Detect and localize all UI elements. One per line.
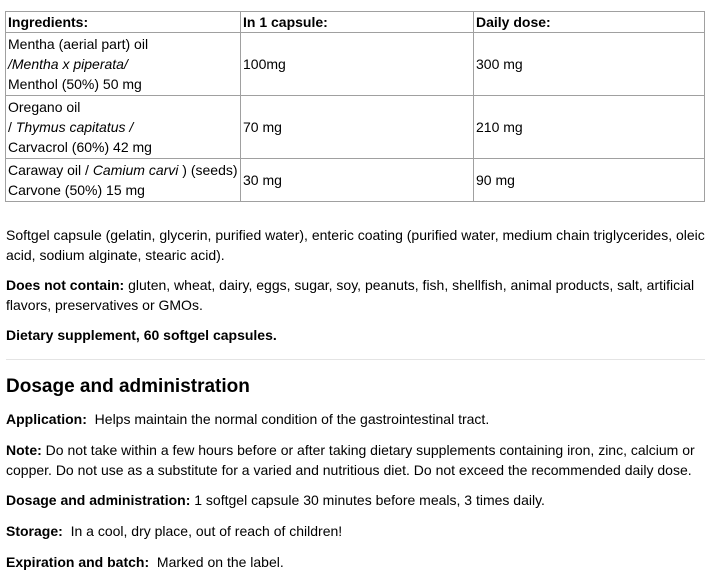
per-capsule-cell: 100mg bbox=[241, 33, 474, 96]
table-row bbox=[6, 96, 705, 159]
per-capsule-cell: 70 mg bbox=[241, 96, 474, 159]
ingredient-active: Carvacrol (60%) 42 mg bbox=[8, 139, 152, 155]
application-label: Application: bbox=[6, 411, 87, 427]
supplement-info: Dietary supplement, 60 softgel capsules. bbox=[6, 327, 277, 343]
table-row bbox=[6, 33, 705, 96]
ingredient-name: Caraway oil / bbox=[8, 162, 93, 178]
softgel-composition: Softgel capsule (gelatin, glycerin, purified water), enteric coating (purified water, medium chain triglycerides, oleic acid, sodium alginate, stearic acid). bbox=[6, 227, 705, 263]
expiration bbox=[6, 552, 718, 572]
does-not-contain-label: Does not contain: bbox=[6, 277, 125, 293]
ingredient-name: Mentha (aerial part) oil bbox=[8, 36, 149, 52]
table-header-row bbox=[6, 12, 705, 33]
ingredient-active: Carvone (50%) 15 mg bbox=[8, 182, 145, 198]
ingredient-latin-prefix: / bbox=[8, 119, 16, 135]
expiration-text: Marked on the label. bbox=[149, 554, 284, 570]
storage bbox=[6, 521, 718, 541]
does-not-contain bbox=[6, 275, 718, 315]
note-text: Do not take within a few hours before or after taking dietary supplements containing iron, zinc, calcium or copper. Do not use as a substitute for a varied and nutritious diet. Do not exceed the recommended daily dose. bbox=[6, 442, 695, 478]
header-ingredients: Ingredients: bbox=[6, 12, 241, 33]
table-row bbox=[6, 159, 705, 202]
dosage-text: 1 softgel capsule 30 minutes before meals, 3 times daily. bbox=[190, 492, 545, 508]
application-text: Helps maintain the normal condition of the gastrointestinal tract. bbox=[86, 411, 490, 427]
daily-dose-cell: 300 mg bbox=[474, 33, 705, 96]
ingredient-cell bbox=[6, 33, 241, 96]
dosage-label: Dosage and administration: bbox=[6, 492, 191, 508]
storage-text: In a cool, dry place, out of reach of children! bbox=[62, 523, 343, 539]
storage-label: Storage: bbox=[6, 523, 63, 539]
ingredient-latin-name: /Mentha x piperata/ bbox=[8, 56, 128, 72]
expiration-label: Expiration and batch: bbox=[6, 554, 150, 570]
ingredient-name: Oregano oil bbox=[8, 99, 81, 115]
ingredient-active: Menthol (50%) 50 mg bbox=[8, 76, 142, 92]
header-in-capsule: In 1 capsule: bbox=[241, 12, 474, 33]
ingredient-latin-name: Camium carvi bbox=[92, 162, 179, 178]
daily-dose-cell: 90 mg bbox=[474, 159, 705, 202]
ingredients-table bbox=[5, 11, 705, 202]
dosage bbox=[6, 490, 718, 510]
ingredient-cell bbox=[6, 159, 241, 202]
application bbox=[6, 409, 718, 429]
header-daily-dose: Daily dose: bbox=[474, 12, 705, 33]
divider bbox=[6, 359, 705, 360]
ingredient-latin-name: Thymus capitatus / bbox=[15, 119, 134, 135]
daily-dose-cell: 210 mg bbox=[474, 96, 705, 159]
note-label: Note: bbox=[6, 442, 42, 458]
note bbox=[6, 440, 718, 480]
per-capsule-cell: 30 mg bbox=[241, 159, 474, 202]
ingredient-cell bbox=[6, 96, 241, 159]
does-not-contain-text: gluten, wheat, dairy, eggs, sugar, soy, peanuts, fish, shellfish, animal products, salt, artificial flavors, preservatives or GMOs. bbox=[6, 277, 695, 313]
section-title: Dosage and administration bbox=[6, 376, 250, 397]
ingredient-part: ) (seeds) bbox=[178, 162, 238, 178]
